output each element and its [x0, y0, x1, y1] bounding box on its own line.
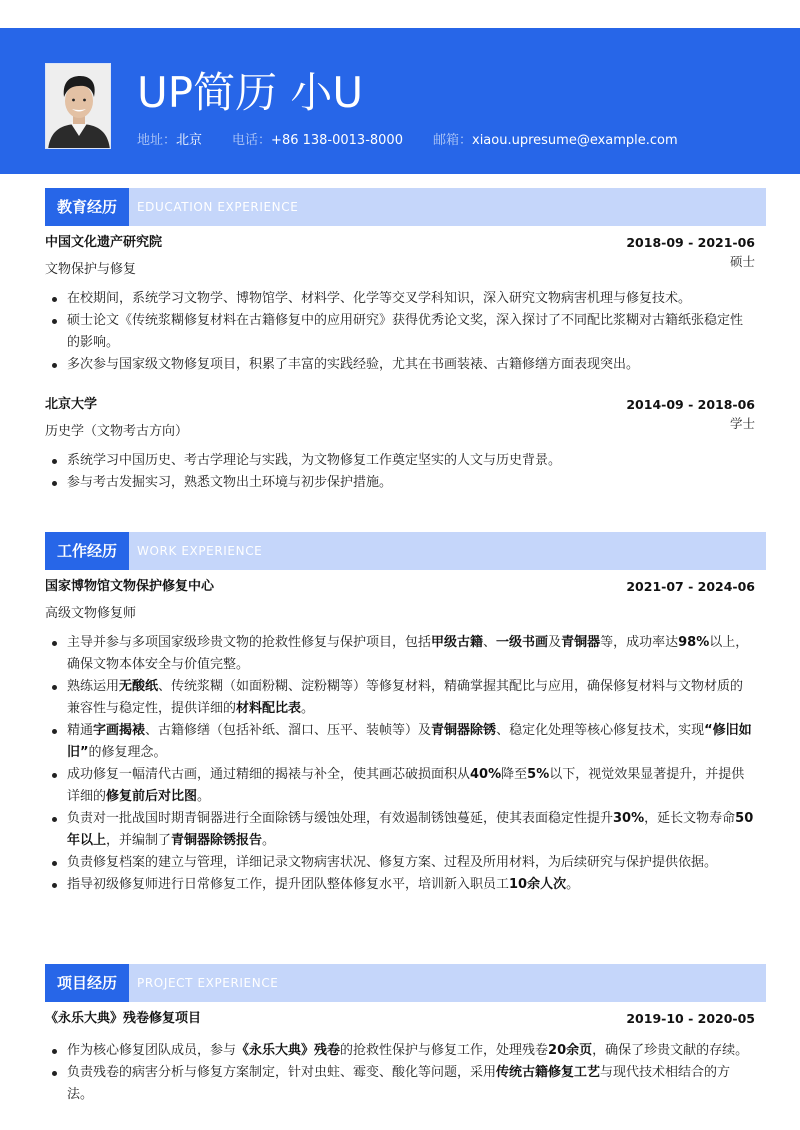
highlight-text: 青铜器除锈报告: [171, 833, 263, 848]
date-range: 2021-07 - 2024-06: [626, 579, 755, 594]
bullet-text: 主导并参与多项国家级珍贵文物的抢救性修复与保护项目，包括: [67, 635, 432, 650]
bullet-text: 。: [566, 877, 580, 892]
highlight-text: 5%: [527, 767, 550, 782]
bullet-item: [45, 676, 755, 720]
highlight-text: 40%: [470, 767, 502, 782]
bullet-item: [45, 808, 755, 852]
bullet-text: 与现代技术相结合的方法。: [67, 1065, 731, 1102]
bullet-item: [45, 354, 755, 376]
bullet-text: 参与考古发掘实习，熟悉文物出土环境与初步保护措施。: [67, 475, 393, 490]
project-name: 《永乐大典》残卷修复项目: [45, 1011, 202, 1026]
highlight-text: 《永乐大典》残卷: [236, 1043, 341, 1058]
project-section-header: [45, 964, 766, 1002]
highlight-text: 无酸纸: [119, 679, 159, 694]
address-label: 地址：: [137, 133, 177, 148]
bullet-text: 精通: [67, 723, 94, 738]
project-entry: [45, 1008, 755, 1106]
major: 文物保护与修复: [45, 262, 137, 277]
education-entry: [45, 394, 755, 494]
bullet-text: 。: [262, 833, 276, 848]
company-name: 国家博物馆文物保护修复中心: [45, 579, 215, 594]
bullet-text: 、稳定化处理等核心修复技术，实现: [496, 723, 705, 738]
bullet-item: [45, 1062, 755, 1106]
bullet-text: 等，成功率达: [600, 635, 679, 650]
email-label: 邮箱：: [432, 133, 472, 148]
bullet-text: 指导初级修复师进行日常修复工作，提升团队整体修复水平，培训新入职员工: [67, 877, 510, 892]
school-name: 中国文化遗产研究院: [45, 235, 163, 250]
bullet-item: [45, 764, 755, 808]
bullet-text: 以上，确保文物本体安全与价值完整。: [67, 635, 749, 672]
education-section-header: [45, 188, 766, 226]
bullet-item: [45, 288, 755, 310]
degree: 学士: [729, 416, 755, 431]
school-name: 北京大学: [45, 397, 98, 412]
bullet-list: [45, 450, 755, 494]
bullet-item: [45, 450, 755, 472]
contact-line: [137, 132, 708, 150]
section-title-en: PROJECT EXPERIENCE: [137, 976, 279, 990]
bullet-text: 。: [301, 701, 315, 716]
highlight-text: 甲级古籍: [431, 635, 484, 650]
highlight-text: 青铜器: [561, 635, 601, 650]
bullet-item: [45, 1040, 755, 1062]
email-value: xiaou.upresume@example.com: [472, 133, 678, 148]
profile-photo: [46, 64, 111, 149]
bullet-item: [45, 310, 755, 354]
bullet-item: [45, 852, 755, 874]
bullet-text: 、传统浆糊（如面粉糊、淀粉糊等）等修复材料，精确掌握其配比与应用，确保修复材料与文物材质的兼容性与稳定性，提供详细的: [67, 679, 744, 716]
highlight-text: 10余人次: [509, 877, 567, 892]
bullet-text: 以下，视觉效果显著提升，并提供详细的: [67, 767, 745, 804]
degree: 硕士: [729, 254, 755, 269]
bullet-list: [45, 632, 755, 896]
highlight-text: 20余页: [548, 1043, 593, 1058]
major: 历史学（文物考古方向）: [45, 424, 189, 439]
highlight-text: 青铜器除锈: [431, 723, 497, 738]
address-value: 北京: [176, 133, 203, 148]
highlight-text: 50年以上: [67, 811, 754, 848]
bullet-text: 降至: [501, 767, 528, 782]
education-entry: [45, 232, 755, 376]
bullet-text: 、: [483, 635, 497, 650]
resume-header: [0, 28, 800, 174]
bullet-item: [45, 874, 755, 896]
phone-value: +86 138-0013-8000: [271, 133, 403, 148]
bullet-item: [45, 720, 755, 764]
bullet-list: [45, 1040, 755, 1106]
bullet-text: 作为核心修复团队成员，参与: [67, 1043, 237, 1058]
bullet-text: ，确保了珍贵文献的存续。: [592, 1043, 749, 1058]
highlight-text: “修旧如旧”: [67, 723, 752, 760]
date-range: 2014-09 - 2018-06: [626, 397, 755, 412]
bullet-text: 、古籍修缮（包括补纸、溜口、压平、装帧等）及: [145, 723, 432, 738]
highlight-text: 一级书画: [496, 635, 549, 650]
bullet-text: 的抢救性保护与修复工作，处理残卷: [340, 1043, 549, 1058]
bullet-item: [45, 632, 755, 676]
section-title-cn: 教育经历: [45, 188, 129, 226]
bullet-text: 熟练运用: [67, 679, 120, 694]
bullet-text: 的修复理念。: [88, 745, 167, 760]
section-title-cn: 项目经历: [45, 964, 129, 1002]
work-entry: [45, 576, 755, 896]
highlight-text: 材料配比表: [236, 701, 302, 716]
bullet-text: 及: [548, 635, 562, 650]
date-range: 2018-09 - 2021-06: [626, 235, 755, 250]
bullet-text: 在校期间，系统学习文物学、博物馆学、材料学、化学等交叉学科知识，深入研究文物病害机理与修复技术。: [67, 291, 692, 306]
bullet-text: 负责修复档案的建立与管理，详细记录文物病害状况、修复方案、过程及所用材料，为后续研究与保护提供依据。: [67, 855, 718, 870]
bullet-list: [45, 288, 755, 376]
phone-label: 电话：: [232, 133, 272, 148]
bullet-text: 。: [197, 789, 211, 804]
bullet-text: 负责对一批战国时期青铜器进行全面除锈与缓蚀处理，有效遏制锈蚀蔓延，使其表面稳定性提升: [67, 811, 614, 826]
bullet-text: 多次参与国家级文物修复项目，积累了丰富的实践经验，尤其在书画装裱、古籍修缮方面表现突出。: [67, 357, 640, 372]
highlight-text: 字画揭裱: [93, 723, 146, 738]
section-title-cn: 工作经历: [45, 532, 129, 570]
section-title-en: WORK EXPERIENCE: [137, 544, 263, 558]
bullet-text: ，延长文物寿命: [644, 811, 736, 826]
bullet-text: 硕士论文《传统浆糊修复材料在古籍修复中的应用研究》获得优秀论文奖，深入探讨了不同配比浆糊对古籍纸张稳定性的影响。: [67, 313, 744, 350]
highlight-text: 修复前后对比图: [106, 789, 198, 804]
date-range: 2019-10 - 2020-05: [626, 1011, 755, 1026]
bullet-item: [45, 472, 755, 494]
bullet-text: 系统学习中国历史、考古学理论与实践，为文物修复工作奠定坚实的人文与历史背景。: [67, 453, 562, 468]
resume-name: UP简历 小U: [137, 68, 364, 117]
avatar: [45, 63, 111, 149]
job-title: 高级文物修复师: [45, 606, 137, 621]
section-title-en: EDUCATION EXPERIENCE: [137, 200, 299, 214]
bullet-text: ，并编制了: [106, 833, 172, 848]
work-section-header: [45, 532, 766, 570]
bullet-text: 负责残卷的病害分析与修复方案制定，针对虫蛀、霉变、酸化等问题，采用: [67, 1065, 497, 1080]
highlight-text: 30%: [613, 811, 645, 826]
highlight-text: 98%: [678, 635, 710, 650]
highlight-text: 传统古籍修复工艺: [496, 1065, 601, 1080]
bullet-text: 成功修复一幅清代古画，通过精细的揭裱与补全，使其画芯破损面积从: [67, 767, 471, 782]
